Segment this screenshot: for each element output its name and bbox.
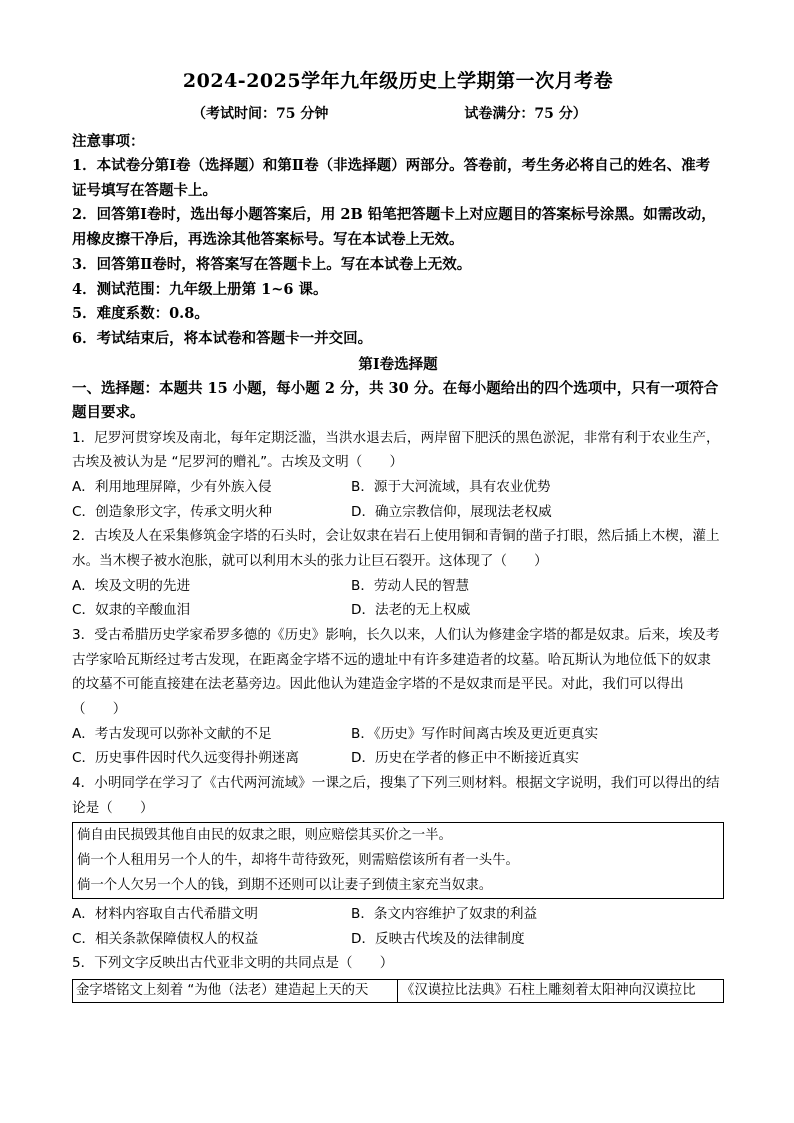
question-options (72, 574, 724, 623)
option-a: A．材料内容取自古代希腊文明 (72, 906, 259, 923)
notice-item: 5．难度系数：0.8。 (72, 305, 209, 323)
notice-title: 注意事项： (72, 133, 145, 150)
full-score: 试卷满分：75 分） (464, 106, 587, 122)
exam-page (72, 68, 724, 1003)
question-stem: 2．古埃及人在采集修筑金字塔的石头时，会让奴隶在岩石上使用铜和青铜的凿子打眼，然后插上木楔，灌上水。当木楔子被水泡胀，就可以利用木头的张力让巨石裂开。这体现了（ ） (72, 528, 720, 569)
option-a: A．埃及文明的先进 (72, 577, 191, 594)
option-c: C．奴隶的辛酸血泪 (72, 602, 191, 619)
section-title: 第Ⅰ卷选择题 (358, 355, 438, 373)
option-b: B．《历史》写作时间离古埃及更近更真实 (351, 725, 599, 742)
option-a: A．利用地理屏障，少有外族入侵 (72, 479, 272, 496)
option-c: C．创造象形文字，传承文明火种 (72, 503, 272, 520)
notice-item: 2．回答第Ⅰ卷时，选出每小题答案后，用 2B 铅笔把答题卡上对应题目的答案标号涂黑。如需改动，用橡皮擦干净后，再选涂其他答案标号。写在本试卷上无效。 (72, 206, 716, 249)
material-line: 倘自由民损毁其他自由民的奴隶之眼，则应赔偿其买价之一半。 (77, 828, 452, 844)
question-stem: 1．尼罗河贯穿埃及南北，每年定期泛滥，当洪水退去后，两岸留下肥沃的黑色淤泥，非常有利于农业生产，古埃及被认为是 “尼罗河的赠礼”。古埃及文明（ ） (72, 429, 720, 471)
material-table (72, 979, 724, 1003)
exam-meta (72, 104, 724, 124)
notice-item: 1．本试卷分第Ⅰ卷（选择题）和第Ⅱ卷（非选择题）两部分。答卷前，考生务必将自己的姓名、准考证号填写在答题卡上。 (72, 157, 711, 199)
question-stem: 5．下列文字反映出古代亚非文明的共同点是（ ） (72, 955, 394, 972)
table-cell-left: 金字塔铭文上刻着 “为他（法老）建造起上天的天 (76, 983, 369, 999)
option-d: D．历史在学者的修正中不断接近真实 (351, 750, 579, 767)
table-cell-right: 《汉谟拉比法典》石柱上雕刻着太阳神向汉谟拉比 (397, 980, 725, 1002)
material-line: 倘一个人欠另一个人的钱，到期不还则可以让妻子到债主家充当奴隶。 (77, 878, 493, 894)
notice-item: 4．测试范围：九年级上册第 1~6 课。 (72, 280, 328, 298)
exam-time: （考试时间：75 分钟 (192, 106, 329, 122)
notice-item: 3．回答第Ⅱ卷时，将答案写在答题卡上。写在本试卷上无效。 (72, 255, 472, 273)
option-b: B．劳动人民的智慧 (351, 577, 470, 594)
option-c: C．相关条款保障债权人的权益 (72, 930, 259, 947)
option-c: C．历史事件因时代久远变得扑朔迷离 (72, 750, 299, 767)
notice-item: 6．考试结束后，将本试卷和答题卡一并交回。 (72, 329, 373, 347)
option-b: B．条文内容维护了奴隶的利益 (351, 906, 538, 923)
option-d: D．确立宗教信仰，展现法老权威 (351, 503, 552, 520)
exam-title: 2024-2025学年九年级历史上学期第一次月考卷 (182, 70, 614, 92)
option-a: A．考古发现可以弥补文献的不足 (72, 725, 272, 742)
material-box (72, 822, 724, 899)
material-line: 倘一个人租用另一个人的牛，却将牛苛待致死，则需赔偿该所有者一头牛。 (77, 853, 519, 869)
question-stem: 4．小明同学在学习了《古代两河流域》一课之后，搜集了下列三则材料。根据文字说明，我们可以得出的结论是（ ） (72, 774, 720, 816)
question-options (72, 475, 724, 524)
part-heading: 一、选择题：本题共 15 小题，每小题 2 分，共 30 分。在每小题给出的四个选项中，只有一项符合题目要求。 (72, 379, 719, 422)
option-b: B．源于大河流域，具有农业优势 (351, 479, 551, 496)
question-options (72, 722, 724, 771)
option-d: D．反映古代埃及的法律制度 (351, 930, 525, 947)
question-stem: 3．受古希腊历史学家希罗多德的《历史》影响，长久以来，人们认为修建金字塔的都是奴隶。后来，埃及考古学家哈瓦斯经过考古发现，在距离金字塔不远的遗址中有许多建造者的坟墓。哈瓦斯认为地位低下的奴隶的坟墓不可能直接建在法老墓旁边。因此他认为建造金字塔的不是奴隶而是平民。对此，我们可以得出（ ） (72, 626, 720, 717)
option-d: D．法老的无上权威 (351, 602, 471, 619)
question-options (72, 902, 724, 951)
